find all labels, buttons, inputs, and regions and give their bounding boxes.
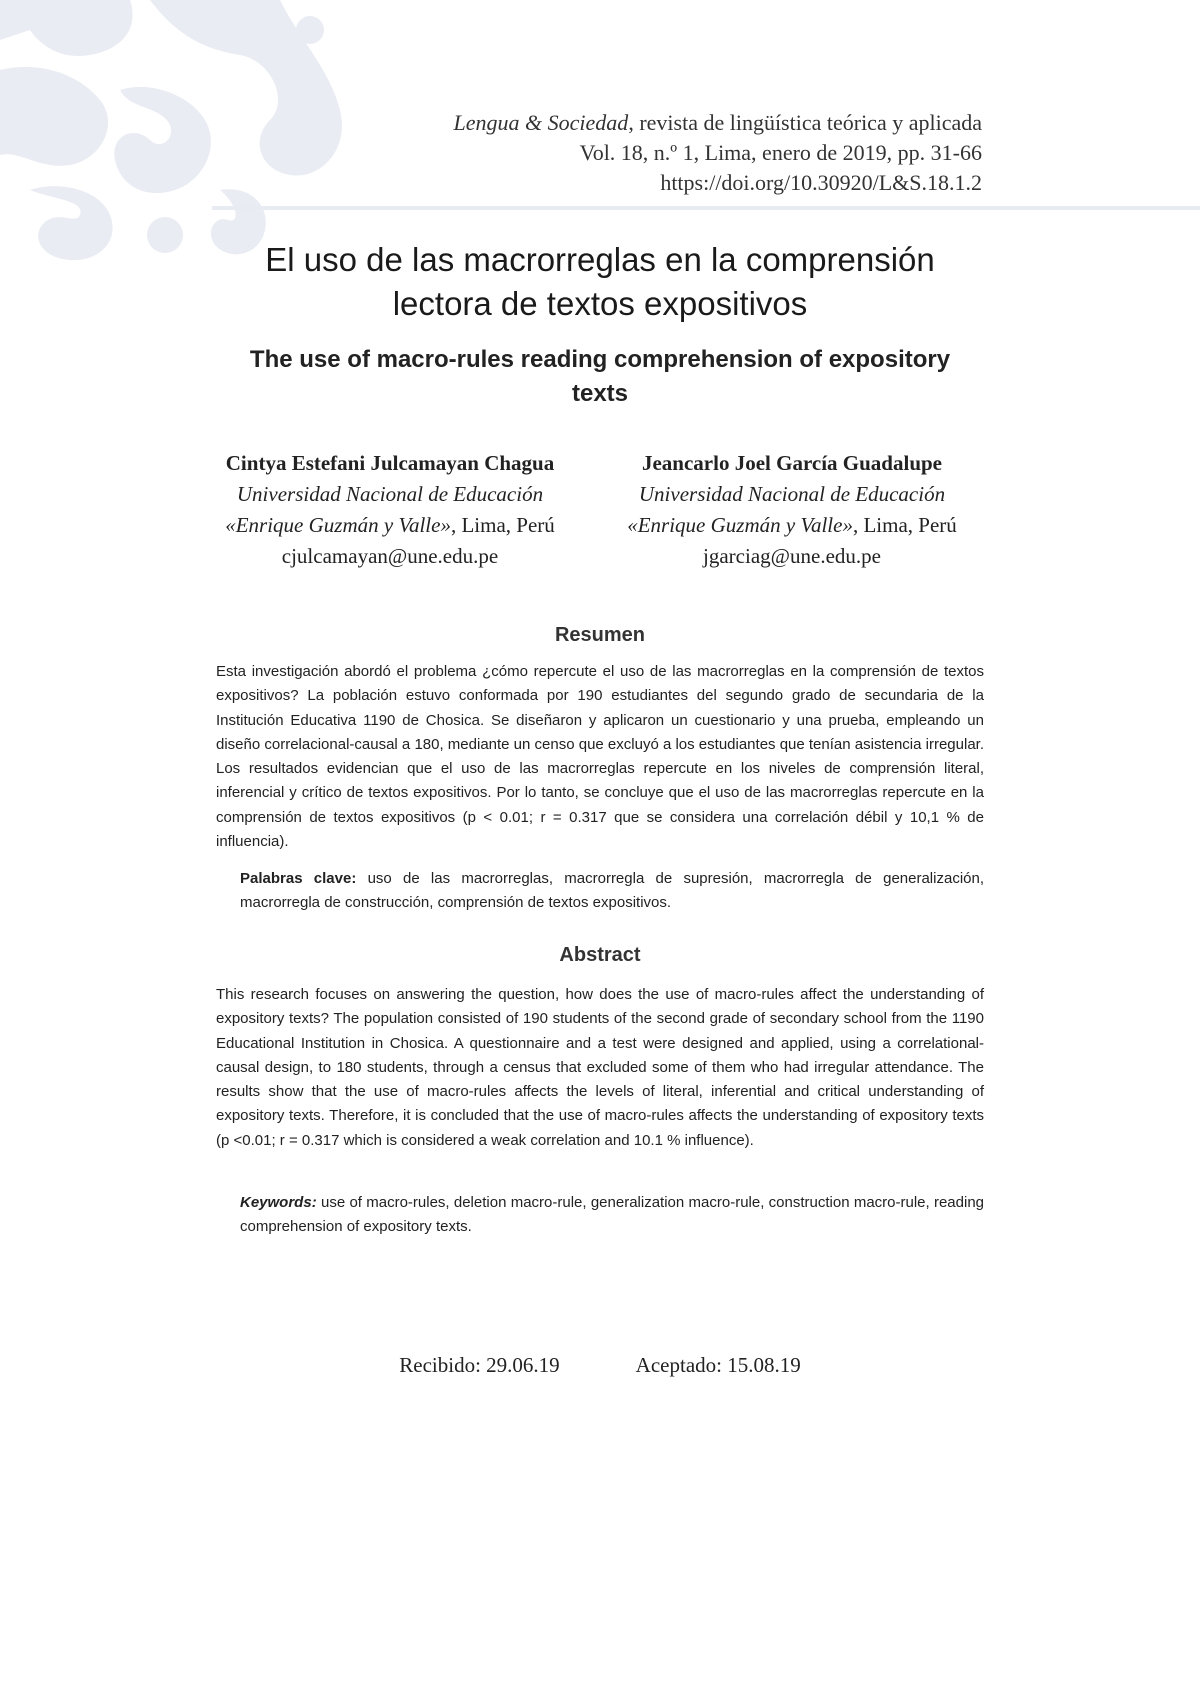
article-subtitle-line-1: The use of macro-rules reading comprehension of expository: [249, 346, 951, 373]
journal-header: [454, 108, 982, 198]
journal-subtitle: , revista de lingüística teórica y aplicada: [628, 110, 982, 135]
author-location: , Lima, Perú: [852, 513, 957, 537]
author-name: Cintya Estefani Julcamayan Chagua: [225, 451, 555, 475]
volume-line: Vol. 18, n.º 1, Lima, enero de 2019, pp. 31-66: [579, 140, 982, 165]
author-email[interactable]: jgarciag@une.edu.pe: [703, 544, 881, 568]
received-date: Recibido: 29.06.19: [399, 1353, 560, 1377]
abstract-text: This research focuses on answering the question, how does the use of macro-rules affect the understanding of expository texts? The population consisted of 190 students of the second grade of secondary school from the 1190 Educational Institution in Chosica. A questionnaire and a test were designed and applied, using a correlational-causal design, to 180 students, through a census that excluded some of them who had irregular attendance. The results show that the use of macro-rules affects the levels of literal, inferential and critical understanding of expository texts. Therefore, it is concluded that the use of macro-rules affects the understanding of expository texts (p <0.01; r = 0.317 which is considered a weak correlation and 10.1 % influence).: [216, 986, 984, 1149]
author-affiliation: Universidad Nacional de Educación: [236, 482, 544, 506]
journal-name: Lengua & Sociedad: [453, 110, 629, 135]
abstract-heading: Abstract: [559, 944, 641, 966]
article-title-line-2: lectora de textos expositivos: [392, 285, 808, 322]
publication-dates: [0, 1353, 1200, 1378]
article-subtitle: [210, 343, 990, 411]
author-email[interactable]: cjulcamayan@une.edu.pe: [281, 544, 499, 568]
article-subtitle-line-2: texts: [571, 380, 629, 407]
keywords-list: use of macro-rules, deletion macro-rule, generalization macro-rule, construction macro-rule, reading comprehension of expository texts.: [240, 1194, 984, 1236]
author-affiliation-line-2: [592, 510, 992, 541]
journal-title-line: [454, 108, 982, 138]
author-location: , Lima, Perú: [450, 513, 555, 537]
author-affiliation: Universidad Nacional de Educación: [638, 482, 946, 506]
author-name: Jeancarlo Joel García Guadalupe: [641, 451, 943, 475]
accepted-date: Aceptado: 15.08.19: [635, 1353, 801, 1377]
author-affiliation-line-2: [190, 510, 590, 541]
author-affiliation-name: «Enrique Guzmán y Valle»: [627, 513, 853, 537]
palabras-clave: [240, 867, 984, 916]
author-block: [190, 448, 590, 572]
resumen-text: Esta investigación abordó el problema ¿cómo repercute el uso de las macrorreglas en la comprensión de textos expositivos? La población estuvo conformada por 190 estudiantes del segundo grado de secundaria de la Institución Educativa 1190 de Chosica. Se diseñaron y aplicaron un cuestionario y una prueba, empleando un diseño correlacional-causal a 180, mediante un censo que excluyó a los estudiantes que tenían asistencia irregular. Los resultados evidencian que el uso de las macrorreglas repercute en los niveles de comprensión literal, inferencial y crítico de textos expositivos. Por lo tanto, se concluye que el uso de las macrorreglas repercute en la comprensión de textos expositivos (p < 0.01; r = 0.317 que se considera una correlación débil y 10,1 % de influencia).: [216, 663, 984, 851]
author-affiliation-name: «Enrique Guzmán y Valle»: [225, 513, 451, 537]
article-title-line-1: El uso de las macrorreglas en la comprensión: [265, 241, 935, 278]
article-title: [170, 238, 1030, 326]
author-block: [592, 448, 992, 572]
palabras-clave-list: uso de las macrorreglas, macrorregla de supresión, macrorregla de generalización, macrorregla de construcción, comprensión de textos expositivos.: [240, 870, 985, 912]
keywords: [240, 1191, 984, 1240]
resumen-heading: Resumen: [554, 624, 646, 646]
keywords-label: Keywords:: [240, 1194, 317, 1211]
header-rule: [212, 206, 1200, 210]
palabras-clave-label: Palabras clave:: [240, 870, 357, 887]
doi-link[interactable]: https://doi.org/10.30920/L&S.18.1.2: [660, 170, 982, 195]
